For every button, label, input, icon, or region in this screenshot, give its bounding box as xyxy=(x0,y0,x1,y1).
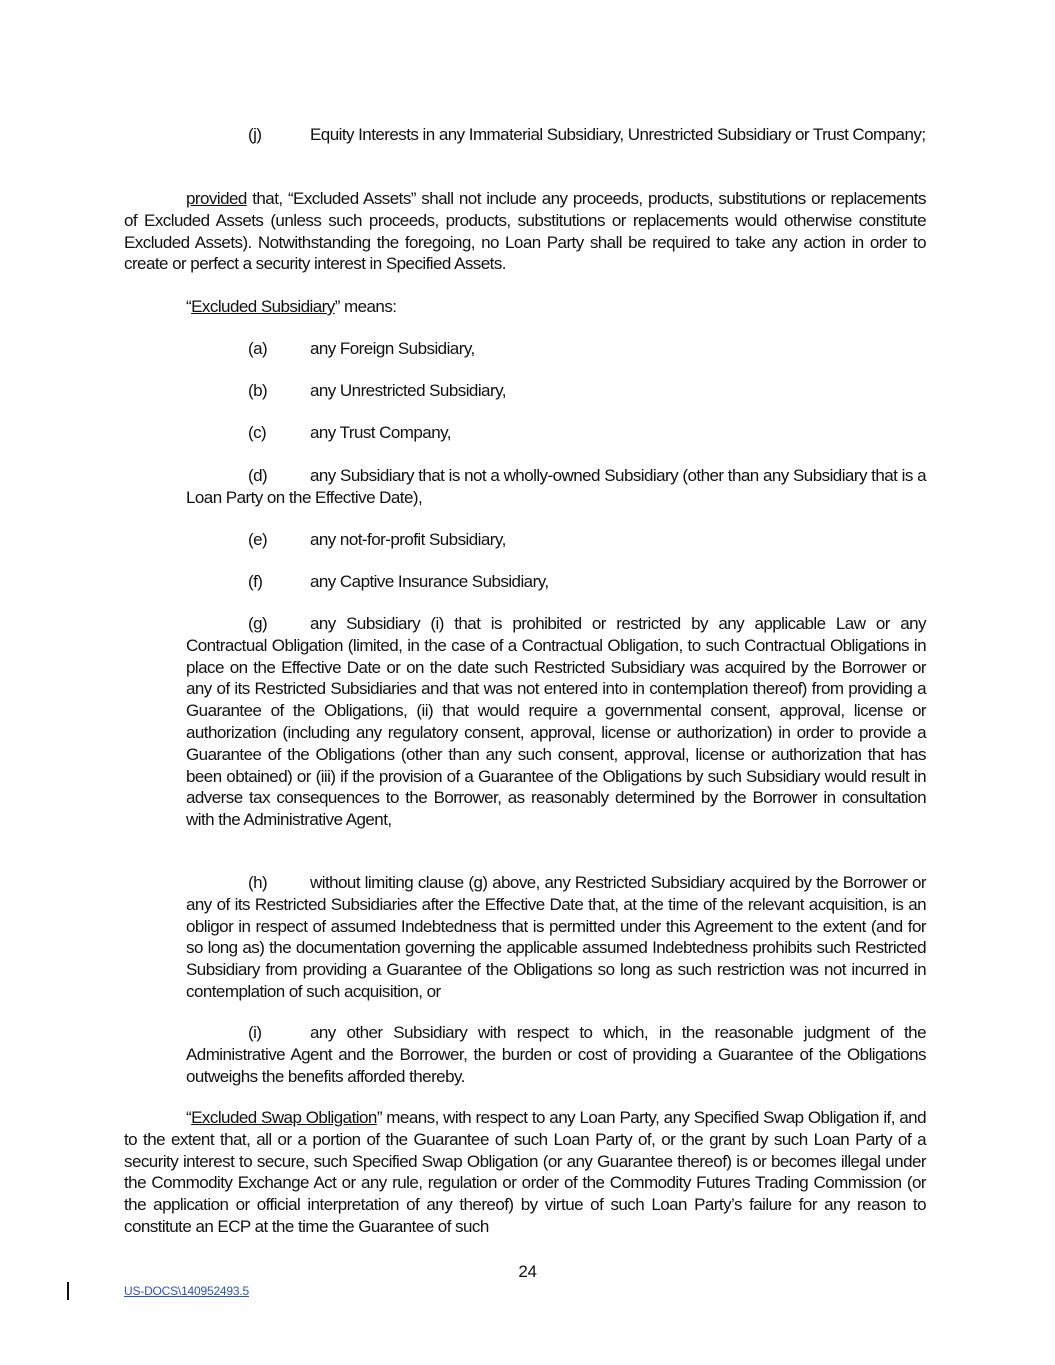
open-quote: “ xyxy=(186,1108,192,1127)
clause-label: (i) xyxy=(248,1023,262,1042)
excluded-subsidiary-definition xyxy=(124,296,926,318)
clause-j xyxy=(186,124,926,146)
page-number: 24 xyxy=(518,1262,537,1281)
clause-label: (g) xyxy=(248,614,268,633)
clause-label: (j) xyxy=(248,125,262,144)
clause-i xyxy=(186,1022,926,1087)
clause-f xyxy=(186,571,926,593)
clause-text: without limiting clause (g) above, any Restricted Subsidiary acquired by the Borrower or any of its Restricted Subsidiaries after the Effective Date that, at the time of the relevant acquisition, is an obligor in respect of assumed Indebtedness that is permitted under this Agreement to the extent (and for so long as) the documentation governing the applicable assumed Indebtedness prohibits such Restricted Subsidiary from providing a Guarantee of the Obligations so long as such restriction was not incurred in contemplation of such acquisition, or xyxy=(186,873,926,1001)
clause-text: Equity Interests in any Immaterial Subsidiary, Unrestricted Subsidiary or Trust Company; xyxy=(310,125,926,144)
clause-text: any Subsidiary (i) that is prohibited or restricted by any applicable Law or any Contractual Obligation (limited, in the case of a Contractual Obligation, to such Contractual Obligations in place on the Effective Date or on the date such Restricted Subsidiary was acquired by the Borrower or any of its Restricted Subsidiaries and that was not entered into in contemplation thereof) from providing a Guarantee of the Obligations, (ii) that would require a governmental consent, approval, license or authorization (including any regulatory consent, approval, license or authorization) in order to provide a Guarantee of the Obligations (other than any such consent, approval, license or authorization that has been obtained) or (iii) if the provision of a Guarantee of the Obligations by such Subsidiary would result in adverse tax consequences to the Borrower, as reasonably determined by the Borrower in consultation with the Administrative Agent, xyxy=(186,614,926,830)
clause-text: any Captive Insurance Subsidiary, xyxy=(310,572,549,591)
footer-document-id-link[interactable]: US-DOCS\140952493.5 xyxy=(124,1284,249,1298)
clause-c xyxy=(186,422,926,444)
revision-bar xyxy=(67,1282,69,1300)
clause-text: any Subsidiary that is not a wholly-owned Subsidiary (other than any Subsidiary that is a Loan Party on the Effective Date), xyxy=(186,466,926,507)
clause-d xyxy=(186,465,926,509)
clause-text: any other Subsidiary with respect to which, in the reasonable judgment of the Administrative Agent and the Borrower, the burden or cost of providing a Guarantee of the Obligations outweighs the benefits afforded thereby. xyxy=(186,1023,926,1086)
clause-label: (h) xyxy=(248,873,268,892)
clause-e xyxy=(186,529,926,551)
defined-term: Excluded Swap Obligation xyxy=(191,1108,377,1127)
clause-text: any Unrestricted Subsidiary, xyxy=(310,381,506,400)
definition-lead: ” means: xyxy=(334,297,397,316)
clause-g xyxy=(186,613,926,831)
clause-label: (c) xyxy=(248,423,267,442)
clause-text: any Trust Company, xyxy=(310,423,451,442)
clause-b xyxy=(186,380,926,402)
clause-label: (f) xyxy=(248,572,263,591)
clause-label: (b) xyxy=(248,381,268,400)
open-quote: “ xyxy=(186,297,192,316)
proviso-text: that, “Excluded Assets” shall not include any proceeds, products, substitutions or replacements of Excluded Assets (unless such proceeds, products, substitutions or replacements would otherwise constitute Excluded Assets). Notwithstanding the foregoing, no Loan Party shall be required to take any action in order to create or perfect a security interest in Specified Assets. xyxy=(124,189,926,274)
clause-h xyxy=(186,872,926,1003)
clause-text: any not-for-profit Subsidiary, xyxy=(310,530,506,549)
clause-label: (e) xyxy=(248,530,268,549)
clause-label: (a) xyxy=(248,339,268,358)
defined-term: Excluded Subsidiary xyxy=(191,297,335,316)
definition-text: ” means, with respect to any Loan Party, any Specified Swap Obligation if, and to the extent that, all or a portion of the Guarantee of such Loan Party of, or the grant by such Loan Party of a security interest to secure, such Specified Swap Obligation (or any Guarantee thereof) is or becomes illegal under the Commodity Exchange Act or any rule, regulation or order of the Commodity Futures Trading Commission (or the application or official interpretation of any thereof) by virtue of such Loan Party’s failure for any reason to constitute an ECP at the time the Guarantee of such xyxy=(124,1108,926,1236)
clause-text: any Foreign Subsidiary, xyxy=(310,339,475,358)
clause-a xyxy=(186,338,926,360)
clause-label: (d) xyxy=(248,466,268,485)
excluded-swap-obligation-definition xyxy=(124,1107,926,1238)
proviso-paragraph xyxy=(124,188,926,275)
provided-term: provided xyxy=(186,189,247,208)
